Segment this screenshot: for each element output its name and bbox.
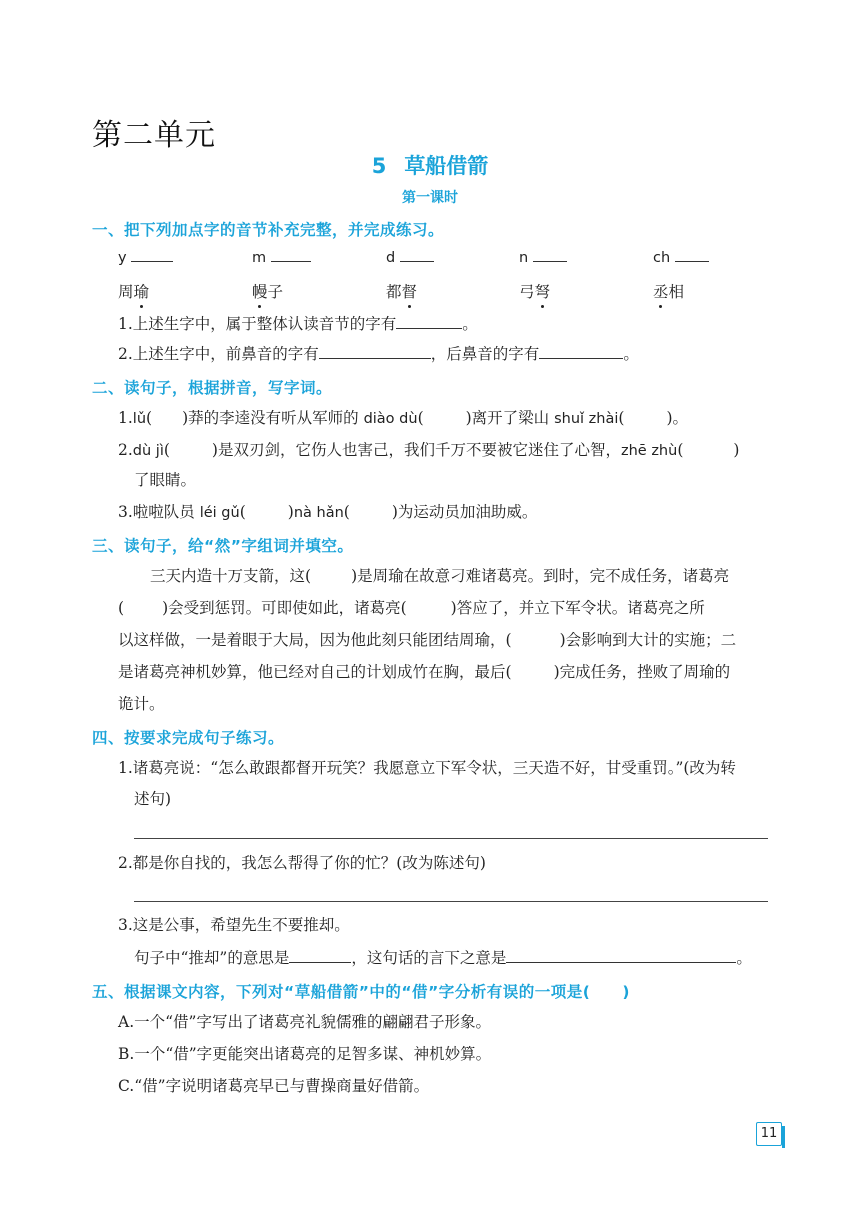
s4-question-1: 1.诸葛亮说：“怎么敢跟都督开玩笑？我愿意立下军令状，三天造不好，甘受重罚。”(改为转 [118,759,736,777]
section-2-heading: 二、读句子，根据拼音，写字词。 [92,379,333,397]
answer-line-1[interactable] [134,838,768,839]
s1-question-1: 1.上述生字中，属于整体认读音节的字有 。 [118,315,478,333]
lesson-number: 5 [371,154,387,178]
s2-line-2: 2.dù jì( )是双刃剑，它伤人也害己，我们千万不要被它迷住了心智，zhē zhù( ) [118,441,740,459]
section-4-heading: 四、按要求完成句子练习。 [92,729,285,747]
s3-para-1: 三天内造十万支箭，这( )是周瑜在故意刁难诸葛亮。到时，完不成任务，诸葛亮 [150,567,730,585]
s2-line-1: 1.lǔ( )莽的李逵没有听从军师的 diào dù( )离开了梁山 shuǐ zhài( )。 [118,409,689,427]
s4-question-3: 3.这是公事，希望先生不要推却。 [118,916,350,934]
section-3-heading: 三、读句子，给“然”字组词并填空。 [92,537,354,555]
s4-question-2: 2.都是你自找的，我怎么帮得了你的忙？(改为陈述句) [118,854,486,872]
word-3: 都督 [386,280,417,302]
initial-5: ch [653,248,709,268]
s1-question-2: 2.上述生字中，前鼻音的字有 ，后鼻音的字有 。 [118,345,639,363]
initial-3: d [386,248,434,268]
initial-1: y [118,248,173,268]
unit-title: 第二单元 [92,118,216,153]
section-1-heading: 一、把下列加点字的音节补充完整，并完成练习。 [92,221,445,239]
s2-line-3: 3.啦啦队员 léi gǔ( )nà hǎn( )为运动员加油助威。 [118,503,538,521]
initial-2: m [252,248,311,268]
lesson-name: 草船借箭 [404,154,489,178]
s4-question-1b: 述句) [134,790,172,808]
initial-4: n [519,248,567,268]
s3-para-2: ( )会受到惩罚。可即使如此，诸葛亮( )答应了，并立下军令状。诸葛亮之所 [118,599,705,617]
word-5: 丞相 [653,280,684,302]
s3-para-3: 以这样做，一是着眼于大局，因为他此刻只能团结周瑜，( )会影响到大计的实施；二 [118,631,737,649]
word-2: 幔子 [252,280,283,302]
page-number: 11 [756,1122,782,1146]
answer-line-2[interactable] [134,901,768,902]
s3-para-4: 是诸葛亮神机妙算，他已经对自己的计划成竹在胸，最后( )完成任务，挫败了周瑜的 [118,663,731,681]
word-1: 周瑜 [118,280,149,302]
option-c[interactable]: C.“借”字说明诸葛亮早已与曹操商量好借箭。 [118,1077,430,1095]
s4-question-3b: 句子中“推却”的意思是 ，这句话的言下之意是 。 [134,949,752,967]
word-4: 弓弩 [519,280,550,302]
lesson-title [0,150,860,180]
section-5-heading: 五、根据课文内容，下列对“草船借箭”中的“借”字分析有误的一项是( ) [92,983,630,1001]
option-b[interactable]: B.一个“借”字更能突出诸葛亮的足智多谋、神机妙算。 [118,1045,492,1063]
option-a[interactable]: A.一个“借”字写出了诸葛亮礼貌儒雅的翩翩君子形象。 [118,1013,491,1031]
s2-line-2b: 了眼睛。 [134,471,197,489]
s3-para-5: 诡计。 [118,695,165,713]
period-label: 第一课时 [402,190,458,206]
